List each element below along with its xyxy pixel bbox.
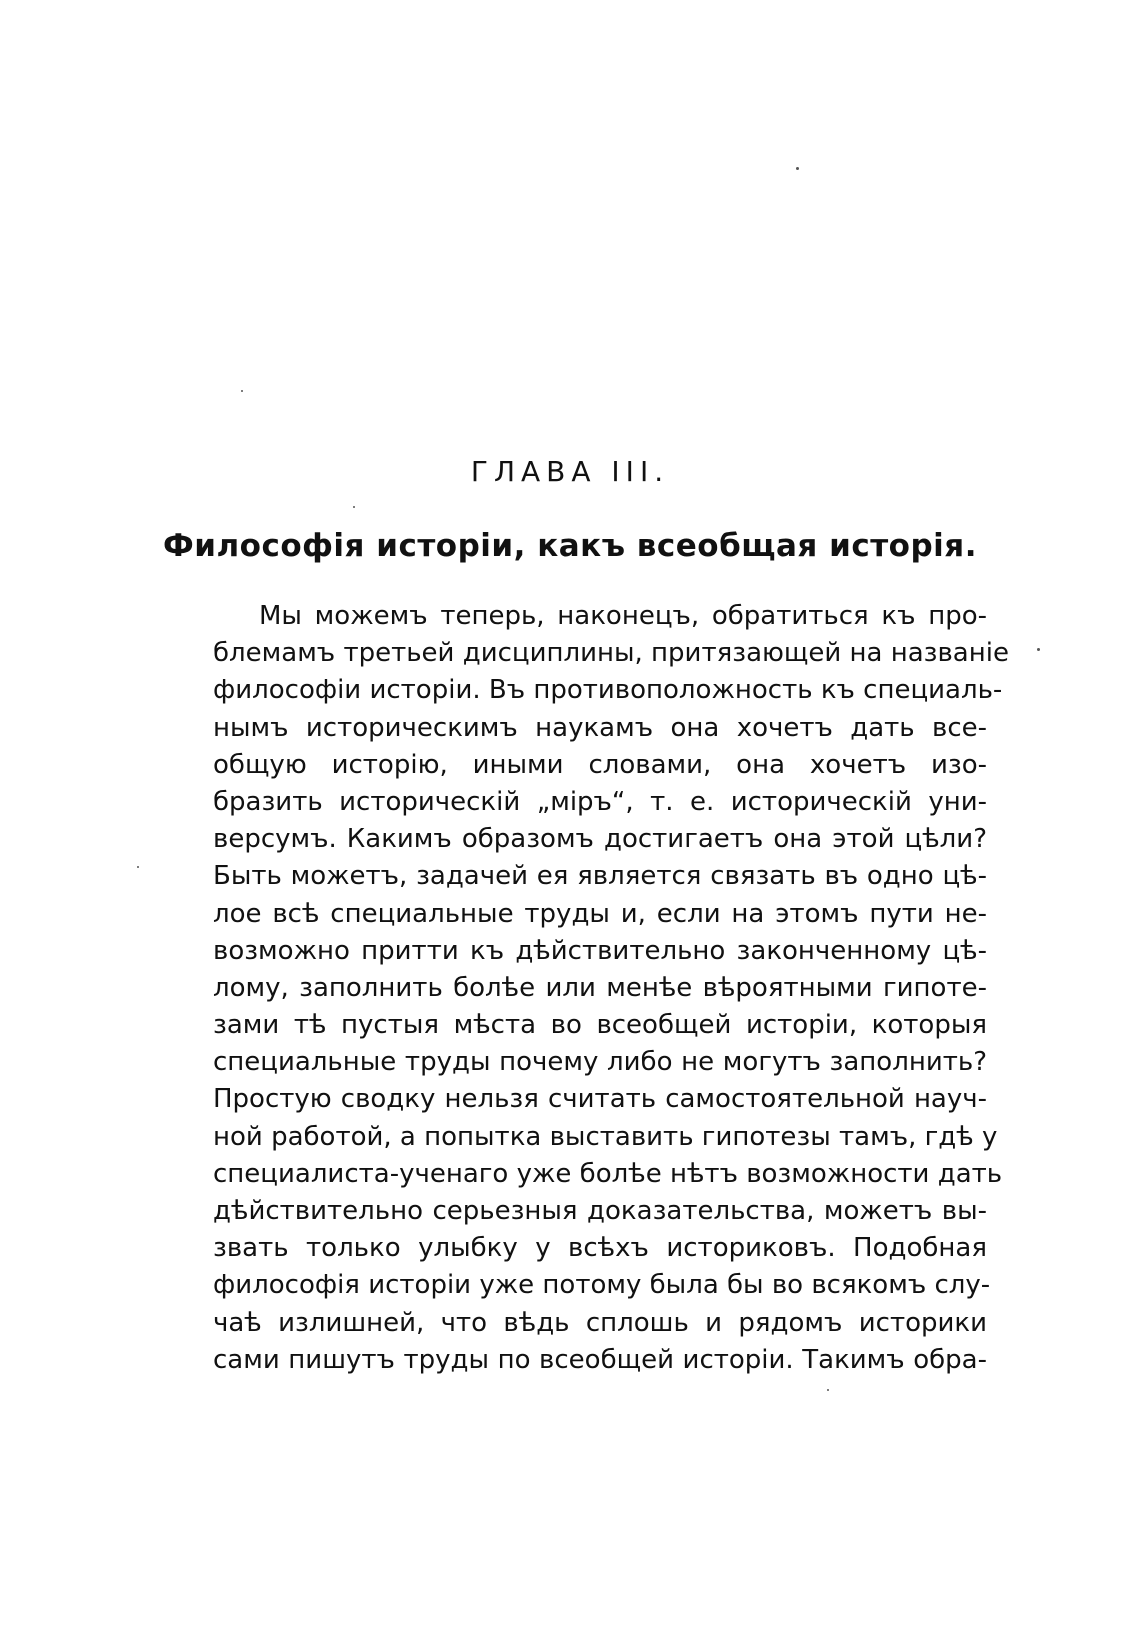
text-line: Быть можетъ, задачей ея является связать въ одно цѣ-	[213, 861, 987, 892]
text-line: философія исторіи уже потому была бы во всякомъ слу-	[213, 1270, 991, 1301]
scan-speck	[827, 1389, 829, 1391]
scan-speck	[796, 167, 799, 170]
scan-speck	[241, 390, 243, 392]
text-line: специалиста-ученаго уже болѣе нѣтъ возможности дать	[213, 1158, 1003, 1189]
text-line: Мы можемъ теперь, наконецъ, обратиться къ про-	[259, 601, 987, 631]
text-line: звать только улыбку у всѣхъ историковъ. Подобная	[213, 1233, 987, 1264]
scan-speck	[353, 506, 355, 508]
text-line: зами тѣ пустыя мѣста во всеобщей исторіи, которыя	[213, 1010, 987, 1041]
text-line: бразить историческій „міръ“, т. е. историческій уни-	[213, 786, 987, 817]
text-line: чаѣ излишней, что вѣдь сплошь и рядомъ историки	[213, 1307, 987, 1338]
text-line: специальные труды почему либо не могутъ заполнить?	[213, 1047, 987, 1078]
text-line: лому, заполнить болѣе или менѣе вѣроятными гипоте-	[213, 972, 987, 1003]
text-line: Простую сводку нельзя считать самостоятельной науч-	[213, 1084, 987, 1115]
body-paragraph	[213, 598, 1009, 1379]
chapter-label: ГЛАВА III.	[470, 455, 670, 488]
text-line: блемамъ третьей дисциплины, притязающей на названіе	[213, 638, 1009, 669]
text-line: возможно притти къ дѣйствительно законченному цѣ-	[213, 935, 987, 966]
chapter-title: Философія исторіи, какъ всеобщая исторія.	[163, 528, 977, 564]
scan-speck	[137, 866, 139, 868]
text-line: лое всѣ специальные труды и, если на этомъ пути не-	[213, 898, 987, 929]
text-line: дѣйствительно серьезныя доказательства, можетъ вы-	[213, 1196, 987, 1226]
text-line: ной работой, а попытка выставить гипотезы тамъ, гдѣ у	[213, 1121, 998, 1152]
text-line: нымъ историческимъ наукамъ она хочетъ дать все-	[213, 712, 987, 743]
text-line: версумъ. Какимъ образомъ достигаетъ она этой цѣли?	[213, 824, 987, 855]
text-line: общую исторію, иными словами, она хочетъ изо-	[213, 749, 987, 780]
scan-speck	[1037, 648, 1040, 651]
text-line: философіи исторіи. Въ противоположность къ специаль-	[213, 675, 1003, 706]
text-line: сами пишутъ труды по всеобщей исторіи. Такимъ обра-	[213, 1344, 987, 1375]
